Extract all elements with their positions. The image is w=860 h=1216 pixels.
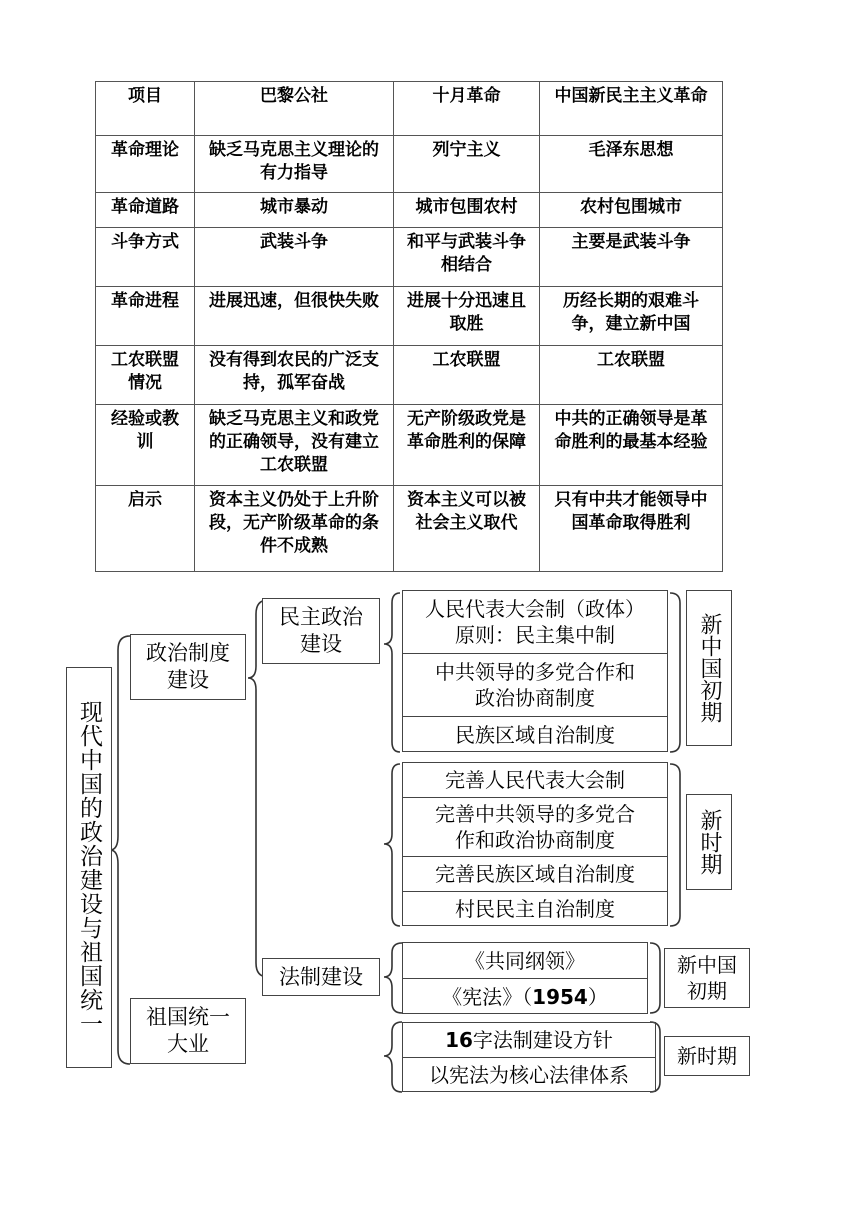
table-cell: 缺乏马克思主义理论的有力指导 — [195, 136, 394, 193]
item-line: 作和政治协商制度 — [455, 828, 615, 852]
row-label: 斗争方式 — [96, 228, 195, 287]
header-cell: 项目 — [96, 82, 195, 136]
branch-line: 大业 — [167, 1032, 209, 1056]
item-text: 《宪法》（ — [442, 984, 533, 1009]
legal-early-group — [402, 942, 648, 1014]
row-label: 革命道路 — [96, 193, 195, 228]
list-item: 完善人民代表大会制 — [445, 768, 625, 792]
sub-legal-system — [262, 958, 380, 996]
period-label-text: 新时期 — [697, 809, 722, 875]
list-item: 《共同纲领》 — [465, 948, 585, 973]
item-line: 中共领导的多党合作和 — [435, 660, 635, 684]
table-cell: 资本主义仍处于上升阶段，无产阶级革命的条件不成熟 — [195, 486, 394, 572]
table-cell: 武装斗争 — [195, 228, 394, 287]
branch-line: 政治制度 — [146, 641, 230, 665]
bracket-right-legal-early — [650, 943, 660, 1013]
table-cell: 资本主义可以被社会主义取代 — [394, 486, 540, 572]
row-label: 经验或教训 — [96, 405, 195, 486]
row-label: 革命进程 — [96, 287, 195, 346]
period-label-new — [686, 794, 732, 890]
list-item: 民族区域自治制度 — [455, 722, 615, 747]
period-label-text: 新中国初期 — [697, 613, 722, 723]
sub-democratic-politics — [262, 598, 380, 664]
period-label-legal-new — [664, 1036, 750, 1076]
table-cell: 工农联盟 — [394, 346, 540, 405]
table-cell: 进展十分迅速且取胜 — [394, 287, 540, 346]
sub-line: 法制建设 — [279, 964, 363, 989]
list-item — [403, 798, 667, 856]
brace-democracy-new — [384, 764, 400, 926]
democracy-new-group — [402, 762, 668, 926]
sub-line: 建设 — [300, 632, 342, 656]
row-label: 启示 — [96, 486, 195, 572]
list-item — [403, 591, 667, 653]
label-line: 新时期 — [677, 1044, 737, 1068]
period-label-legal-early — [664, 948, 750, 1008]
table-cell: 和平与武装斗争相结合 — [394, 228, 540, 287]
branch-line: 祖国统一 — [146, 1005, 230, 1029]
item-year: 1954 — [532, 984, 588, 1009]
list-item: 完善民族区域自治制度 — [435, 862, 635, 886]
header-cell: 中国新民主主义革命 — [540, 82, 723, 136]
root-topic-text: 现代中国的政治建设与祖国统一 — [76, 699, 102, 1036]
item-line: 政治协商制度 — [475, 686, 595, 710]
table-cell: 进展迅速，但很快失败 — [195, 287, 394, 346]
sub-line: 民主政治 — [279, 605, 363, 629]
brace-democracy-early — [384, 593, 400, 752]
brace-legal-early — [384, 943, 402, 1013]
table-cell: 城市包围农村 — [394, 193, 540, 228]
item-number: 16 — [445, 1028, 473, 1052]
list-item — [403, 1023, 655, 1057]
table-cell: 工农联盟 — [540, 346, 723, 405]
table-cell: 农村包围城市 — [540, 193, 723, 228]
bracket-right-democracy-new — [670, 764, 680, 926]
legal-new-group — [402, 1022, 656, 1092]
label-line: 初期 — [687, 979, 727, 1003]
label-line: 新中国 — [677, 953, 737, 977]
table-cell: 历经长期的艰难斗争，建立新中国 — [540, 287, 723, 346]
table-cell: 无产阶级政党是革命胜利的保障 — [394, 405, 540, 486]
row-label: 工农联盟情况 — [96, 346, 195, 405]
table-cell: 只有中共才能领导中国革命取得胜利 — [540, 486, 723, 572]
democracy-early-group — [402, 590, 668, 752]
brace-root — [110, 636, 130, 1064]
branch-reunification — [130, 998, 246, 1064]
list-item — [403, 654, 667, 716]
bracket-right-democracy-early — [670, 593, 680, 752]
root-topic — [66, 667, 112, 1068]
brace-legal-new — [384, 1022, 402, 1092]
table-cell: 毛泽东思想 — [540, 136, 723, 193]
item-line: 原则：民主集中制 — [455, 623, 615, 647]
table-cell: 中共的正确领导是革命胜利的最基本经验 — [540, 405, 723, 486]
table-cell: 没有得到农民的广泛支持，孤军奋战 — [195, 346, 394, 405]
item-text: ） — [587, 984, 608, 1009]
table-cell: 主要是武装斗争 — [540, 228, 723, 287]
list-item: 村民民主自治制度 — [455, 897, 615, 921]
item-text: 字法制建设方针 — [472, 1028, 613, 1052]
header-cell: 十月革命 — [394, 82, 540, 136]
period-label-early — [686, 590, 732, 746]
item-line: 完善中共领导的多党合 — [435, 802, 635, 826]
row-label: 革命理论 — [96, 136, 195, 193]
list-item — [403, 979, 647, 1014]
table-cell: 缺乏马克思主义和政党的正确领导，没有建立工农联盟 — [195, 405, 394, 486]
list-item: 以宪法为核心法律体系 — [429, 1063, 629, 1087]
table-cell: 列宁主义 — [394, 136, 540, 193]
header-cell: 巴黎公社 — [195, 82, 394, 136]
item-line: 人民代表大会制（政体） — [425, 597, 645, 621]
table-cell: 城市暴动 — [195, 193, 394, 228]
branch-political-system — [130, 634, 246, 700]
branch-line: 建设 — [167, 668, 209, 692]
